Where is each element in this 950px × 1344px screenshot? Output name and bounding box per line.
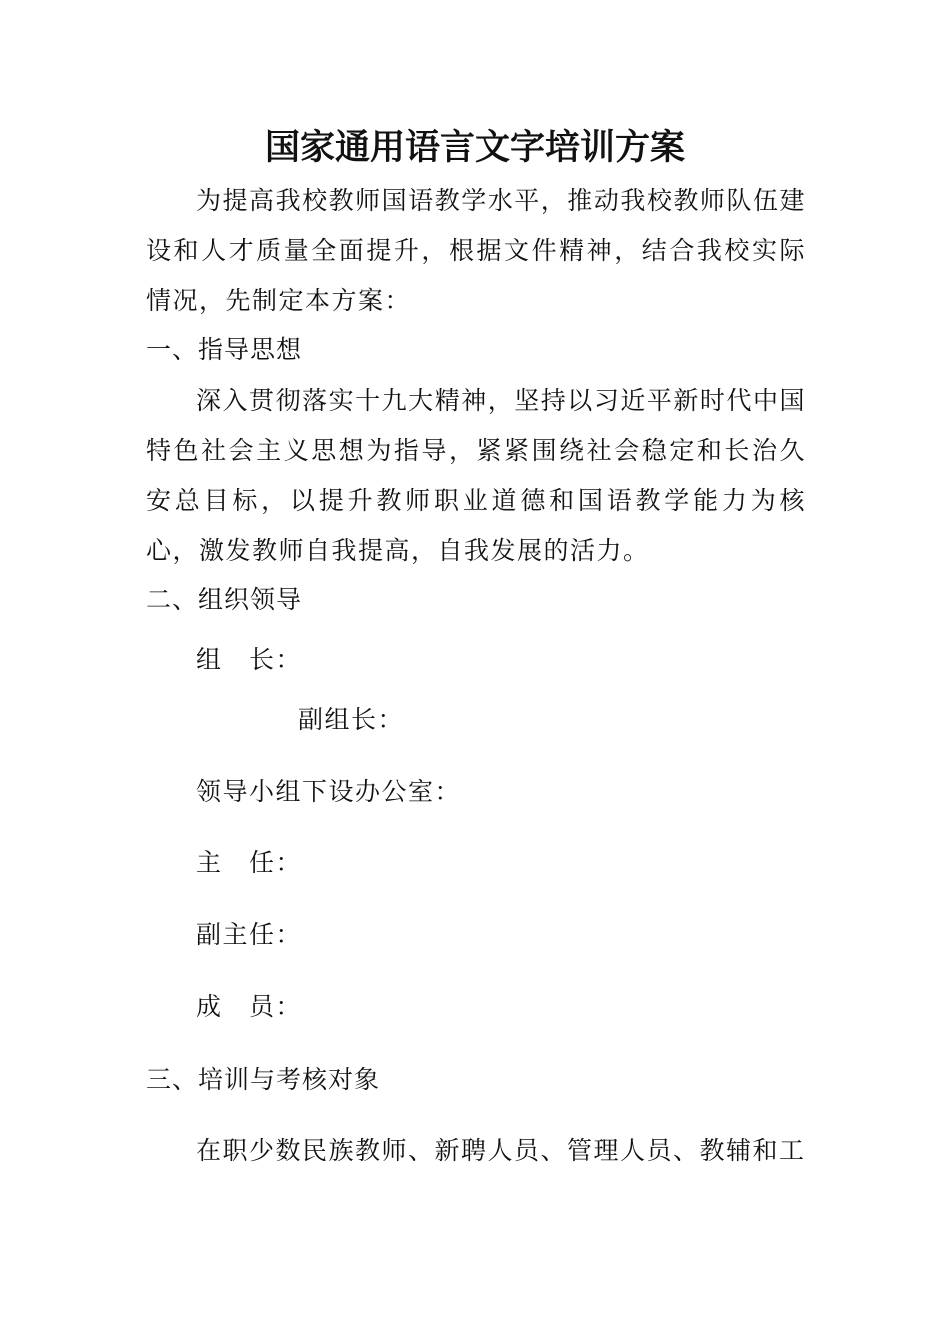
section-heading-organization: 二、组织领导 — [146, 585, 303, 614]
director-line: 主 任： — [196, 848, 303, 877]
intro-paragraph: 为提高我校教师国语教学水平，推动我校教师队伍建设和人才质量全面提升，根据文件精神，结合我校实际情况，先制定本方案： — [146, 186, 806, 315]
leader-line: 组 长： — [196, 645, 303, 674]
office-line: 领导小组下设办公室： — [196, 777, 462, 806]
training-targets-paragraph: 在职少数民族教师、新聘人员、管理人员、教辅和工 — [196, 1136, 806, 1165]
section-heading-guiding-ideology: 一、指导思想 — [146, 335, 303, 364]
document-title: 国家通用语言文字培训方案 — [264, 127, 685, 168]
members-line: 成 员： — [196, 992, 303, 1021]
deputy-leader-line: 副组长： — [298, 705, 405, 734]
guiding-ideology-paragraph: 深入贯彻落实十九大精神，坚持以习近平新时代中国特色社会主义思想为指导，紧紧围绕社会稳定和长治久安总目标，以提升教师职业道德和国语教学能力为核心，激发教师自我提高，自我发展的活力。 — [146, 386, 806, 565]
section-heading-training-targets: 三、培训与考核对象 — [146, 1065, 381, 1094]
deputy-director-line: 副主任： — [196, 920, 303, 949]
